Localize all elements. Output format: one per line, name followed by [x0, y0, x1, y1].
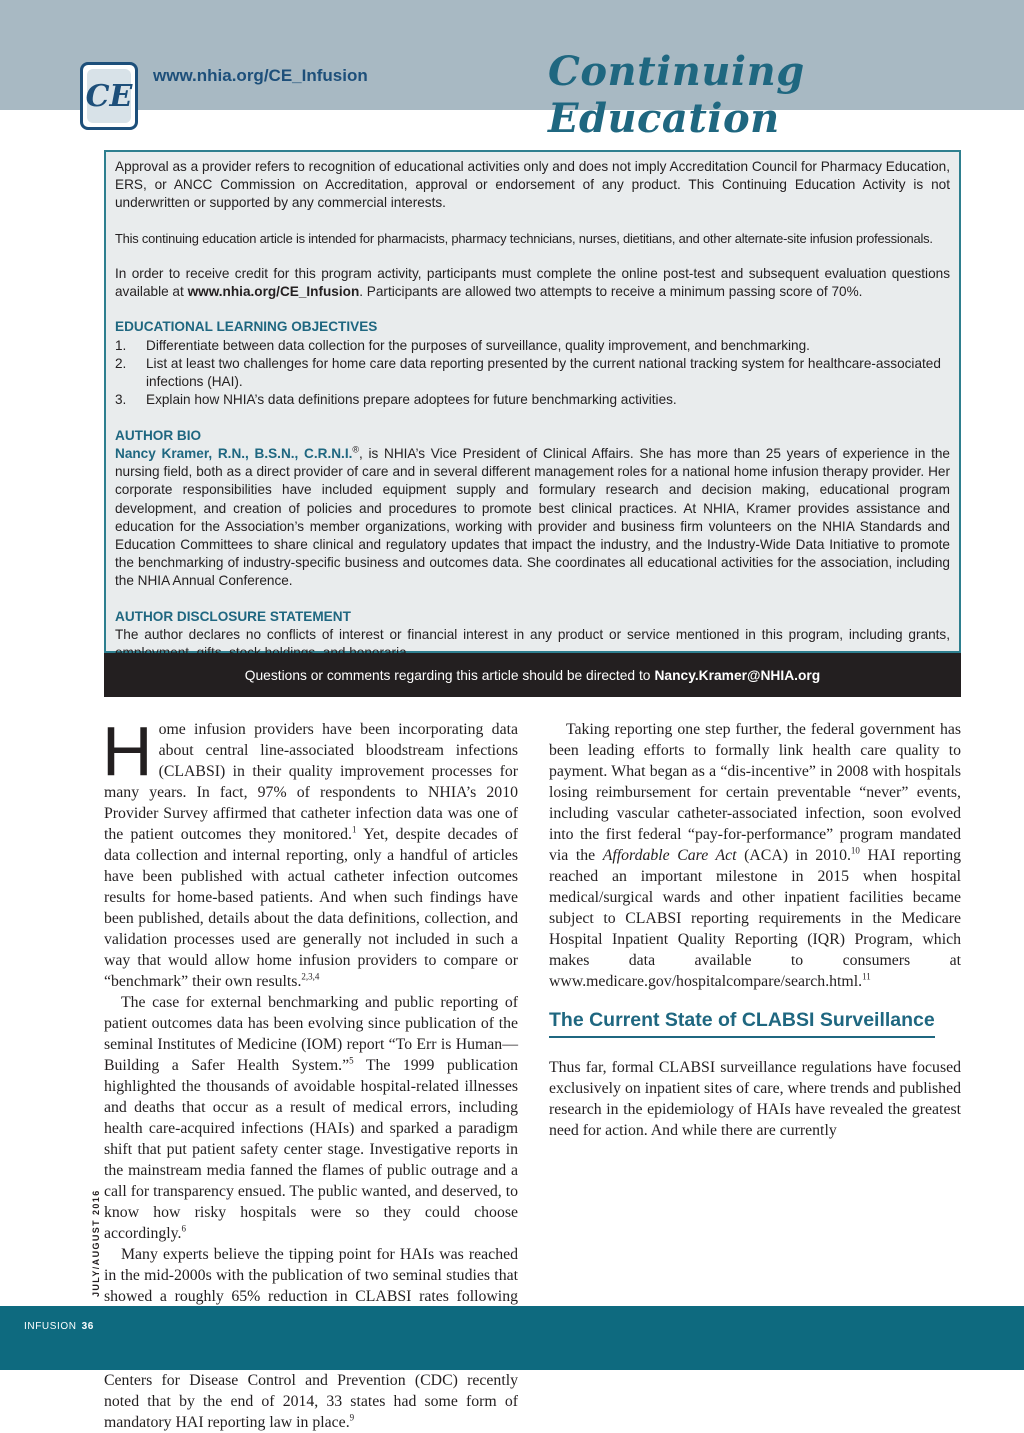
- audience-text: This continuing education article is intended for pharmacists, pharmacy technicians, nurses, dietitians, and other alternate-site infusion professionals.: [115, 230, 933, 246]
- bio-heading: AUTHOR BIO: [115, 427, 202, 443]
- ce-info-box: [104, 150, 961, 653]
- paragraph: Many experts believe the tipping point for HAIs was reached in the mid-2000s with the publication of two seminal studies that showed a roughly 65% reduction in CLABSI rates following Centers for Disease Control and Prevention (CDC) recently noted that by the end of 2014, 33 states had some form of mandatory HAI reporting law in place.$^9$: [104, 1246, 518, 1431]
- paragraph: Taking reporting one step further, the federal government has been leading efforts to formally link health care quality to payment. What began as a “dis-incentive” in 2008 with hospitals losing reimbursement for certain preventable “never” events, including vascular catheter-associated infection, soon evolved into the first federal “pay-for-performance” program mandated via the Affordable Care Act (ACA) in 2010.10 HAI reporting reached an important milestone in 2015 when hospital medical/surgical wards and other inpatient facilities became subject to CLABSI reporting requirements in the Medicare Hospital Inpatient Quality Reporting (IQR) Program, which makes data available to consumers at www.medicare.gov/hospitalcompare/search.html.$^{11}$: [549, 721, 961, 990]
- footer-band: [0, 1306, 1024, 1370]
- drop-cap: H: [102, 712, 153, 790]
- section-heading: The Current State of CLABSI Surveillance: [549, 1007, 935, 1038]
- article-column-right-flow: [549, 719, 961, 1141]
- paragraph: Thus far, formal CLABSI surveillance regulations have focused exclusively on inpatient sites of care, where trends and published research in the epidemiology of HAIs have revealed the greatest need for action. And while there are currently: [549, 1059, 961, 1139]
- paragraph: Home infusion providers have been incorporating data about central line-associated bloodstream infections (CLABSI) in their quality improvement processes for many years. In fact, 97% of respondents to NHIA’s 2010 Provider Survey affirmed that catheter infection data was one of the patient outcomes they monitored.$^1$ Yet, despite decades of data collection and internal reporting, only a handful of articles have been published with actual catheter infection outcomes results for home-based patients. And when such findings have been published, details about the data definitions, collection, and validation processes used are generally not included in such a way that would allow home infusion providers to compare or “benchmark” their own results.$^{2,3,4}$: [102, 712, 519, 990]
- header-url[interactable]: www.nhia.org/CE_Infusion: [153, 66, 368, 85]
- footer-label: [24, 1321, 94, 1332]
- author-name: Nancy Kramer, R.N., B.S.N., C.R.N.I.: [115, 446, 353, 462]
- disclosure-heading: AUTHOR DISCLOSURE STATEMENT: [115, 608, 351, 624]
- page-number: 36: [81, 1321, 94, 1332]
- objectives-list: [115, 337, 950, 410]
- paragraph: The case for external benchmarking and public reporting of patient outcomes data has been evolving since publication of the seminal Institutes of Medicine (IOM) report “To Err is Human—Building a Safer Health System.”$^5$ The 1999 publication highlighted the thousands of avoidable hospital-related illnesses and deaths that occur as a result of medical errors, including health care-acquired infections (HAIs) and sparked a paradigm shift that put patient safety center stage. Investigative reports in the mainstream media fanned the flames of public outrage and a call for transparency ensued. The public wanted, and deserved, to know how risky hospitals were so they could choose accordingly.$^6$: [104, 994, 518, 1242]
- objective-item: 2. List at least two challenges for home care data reporting presented by the current national tracking system for healthcare-associated infections (HAI).: [115, 355, 941, 390]
- ce-logo: [80, 62, 138, 130]
- bio-text: Nancy Kramer, R.N., B.S.N., C.R.N.I.®, is NHIA’s Vice President of Clinical Affairs. She has more than 25 years of experience in the nursing field, both as a direct provider of care and in several different management roles for a national home infusion therapy provider. Her corporate responsibilities have included equipment supply and formulary research and decision making, educational program development, and creation of policies and procedures to promote best clinical practices. At NHIA, Kramer provides assistance and education for the Association’s member organizations, working with provider and business firm volunteers on the NHIA Standards and Education Committees to share clinical and regulatory updates that impact the industry, and the Industry-Wide Data Initiative to promote the benchmarking of industry-specific business and outcomes data. She coordinates all educational activities for the association, including the NHIA Annual Conference.: [115, 444, 950, 589]
- approval-text: Approval as a provider refers to recognition of educational activities only and does not imply Accreditation Council for Pharmacy Education, ERS, or ANCC Commission on Accreditation, approval or endorsement of any product. This Continuing Education Activity is not underwritten or supported by any commercial interests.: [115, 159, 950, 211]
- credit-link[interactable]: www.nhia.org/CE_Infusion: [187, 284, 360, 300]
- issue-date: JULY/AUGUST 2016: [91, 1189, 101, 1297]
- contact-bar: [104, 653, 961, 697]
- objective-item: 3. Explain how NHIA’s data definitions prepare adoptees for future benchmarking activities.: [115, 392, 677, 408]
- disclosure-text: The author declares no conflicts of interest or financial interest in any product or service mentioned in this program, including grants,: [115, 627, 950, 643]
- magazine-name: INFUSION: [24, 1321, 77, 1332]
- ce-logo-mark: CE: [87, 69, 131, 123]
- credit-text: In order to receive credit for this program activity, participants must complete the online post-test and subsequent evaluation questions available at www.nhia.org/CE_Infusion. Participants are allowed two attempts to receive a minimum passing score of 70%.: [115, 265, 950, 300]
- page-title: Continuing Education: [548, 48, 805, 142]
- objectives-heading: EDUCATIONAL LEARNING OBJECTIVES: [115, 319, 378, 335]
- contact-email[interactable]: Nancy.Kramer@NHIA.org: [654, 667, 821, 683]
- objective-item: 1. Differentiate between data collection for the purposes of surveillance, quality improvement, and benchmarking.: [115, 337, 810, 353]
- contact-text: Questions or comments regarding this article should be directed to: [244, 667, 651, 683]
